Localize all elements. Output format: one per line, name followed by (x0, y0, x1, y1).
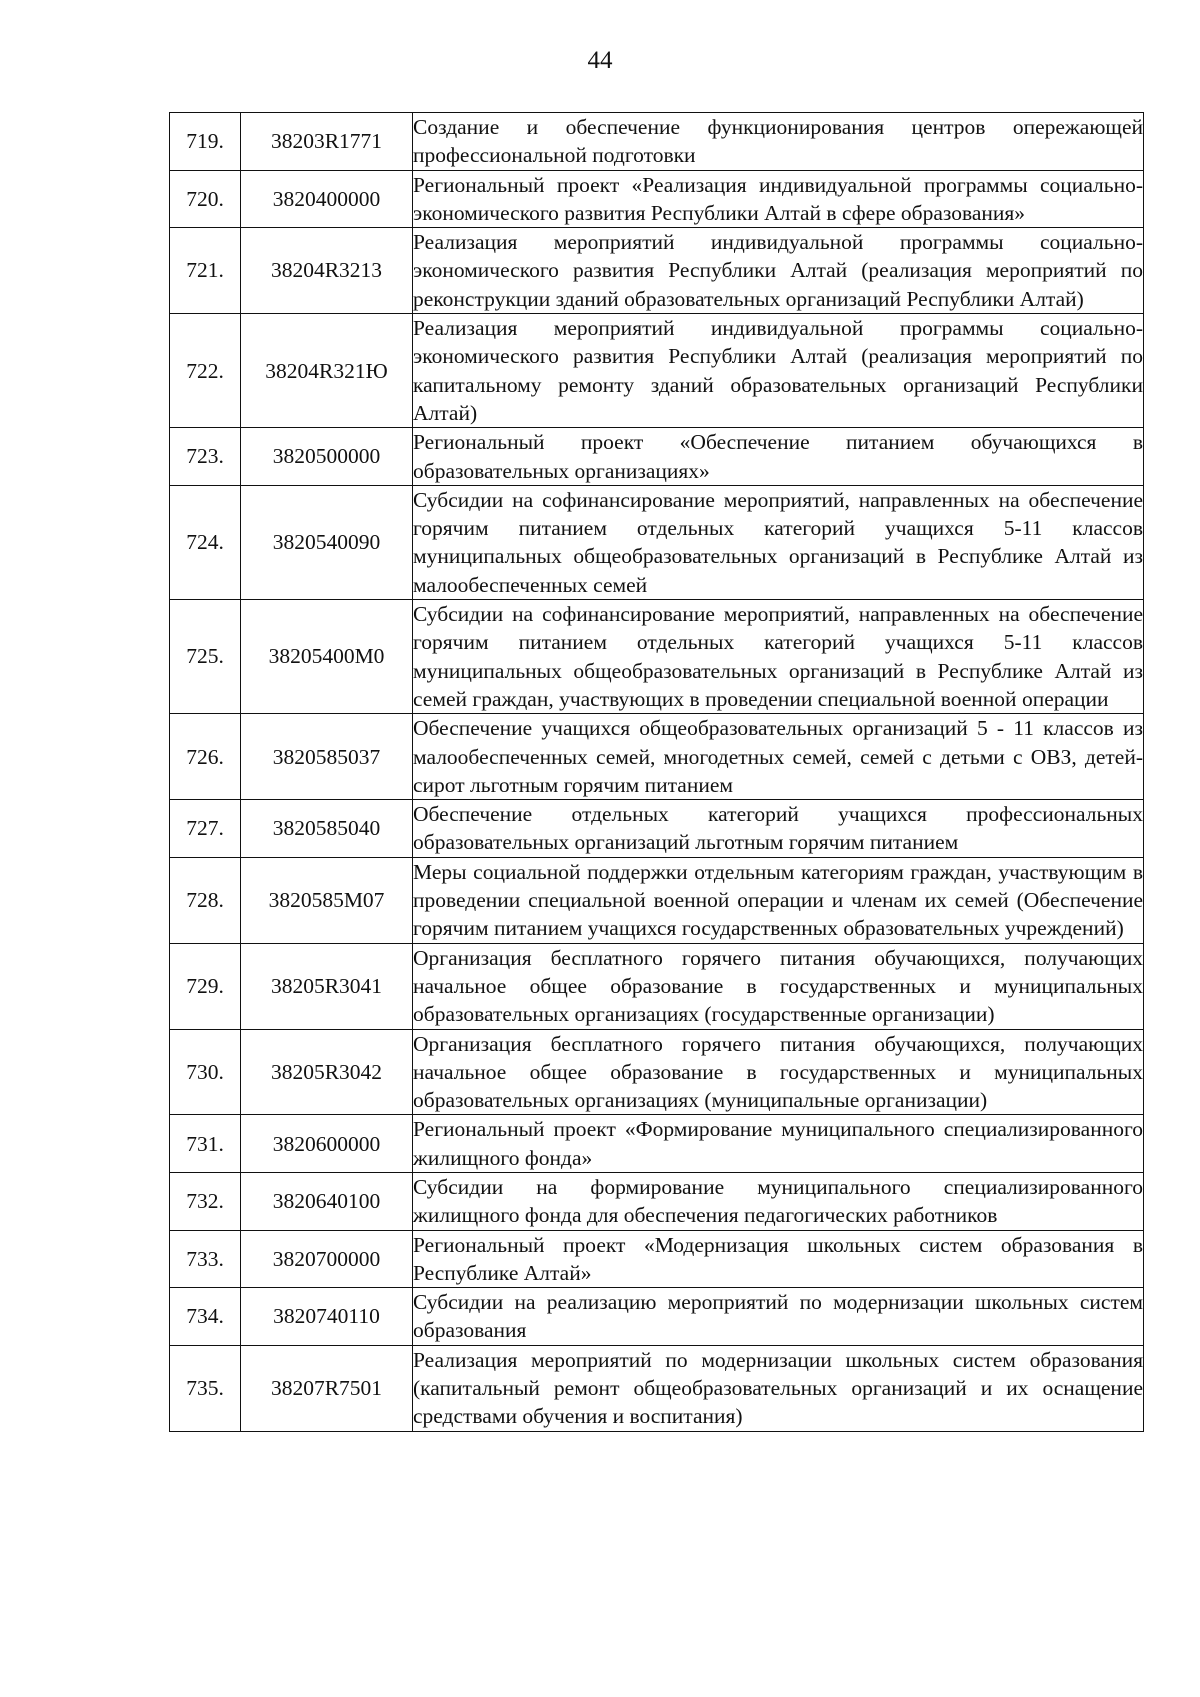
page-number: 44 (587, 47, 613, 74)
classification-code-cell: 38203R1771 (241, 113, 413, 171)
classification-code-cell: 3820740110 (241, 1288, 413, 1346)
classification-code-cell: 3820640100 (241, 1172, 413, 1230)
row-number-cell: 725. (170, 600, 241, 714)
table-row (170, 1230, 1144, 1288)
classification-code-cell: 38207R7501 (241, 1345, 413, 1431)
table-row (170, 170, 1144, 228)
table-row (170, 600, 1144, 714)
table-row (170, 1029, 1144, 1115)
description-cell: Организация бесплатного горячего питания обучающихся, получающих начальное общее образование в государственных и муниципальных образовательных организациях (муниципальные организации) (413, 1029, 1144, 1115)
table-row (170, 113, 1144, 171)
description-cell: Реализация мероприятий индивидуальной программы социально-экономического развития Республики Алтай (реализация мероприятий по капитальному ремонту зданий образовательных организаций Республики Алтай) (413, 314, 1144, 428)
table-row (170, 857, 1144, 943)
table-row (170, 943, 1144, 1029)
row-number-cell: 732. (170, 1172, 241, 1230)
description-cell: Региональный проект «Реализация индивидуальной программы социально-экономического развития Республики Алтай в сфере образования» (413, 170, 1144, 228)
row-number-cell: 731. (170, 1115, 241, 1173)
budget-classification-table (169, 112, 1144, 1432)
description-cell: Региональный проект «Модернизация школьных систем образования в Республике Алтай» (413, 1230, 1144, 1288)
classification-code-cell: 3820540090 (241, 485, 413, 599)
row-number-cell: 730. (170, 1029, 241, 1115)
description-cell: Региональный проект «Формирование муниципального специализированного жилищного фонда» (413, 1115, 1144, 1173)
description-cell: Меры социальной поддержки отдельным категориям граждан, участвующим в проведении специальной военной операции и членам их семей (Обеспечение горячим питанием учащихся государственных образовательных учреждений) (413, 857, 1144, 943)
table-row (170, 800, 1144, 858)
description-cell: Региональный проект «Обеспечение питанием обучающихся в образовательных организациях» (413, 428, 1144, 486)
classification-code-cell: 38204R321Ю (241, 314, 413, 428)
row-number-cell: 723. (170, 428, 241, 486)
row-number-cell: 728. (170, 857, 241, 943)
classification-code-cell: 3820500000 (241, 428, 413, 486)
description-cell: Обеспечение отдельных категорий учащихся профессиональных образовательных организаций льготным горячим питанием (413, 800, 1144, 858)
description-cell: Субсидии на реализацию мероприятий по модернизации школьных систем образования (413, 1288, 1144, 1346)
table-row (170, 1172, 1144, 1230)
row-number-cell: 719. (170, 113, 241, 171)
classification-code-cell: 3820585040 (241, 800, 413, 858)
description-cell: Обеспечение учащихся общеобразовательных организаций 5 - 11 классов из малообеспеченных семей, многодетных семей, семей с детьми с ОВЗ, детей-сирот льготным горячим питанием (413, 714, 1144, 800)
classification-code-cell: 3820585037 (241, 714, 413, 800)
description-cell: Субсидии на софинансирование мероприятий, направленных на обеспечение горячим питанием отдельных категорий учащихся 5-11 классов муниципальных общеобразовательных организаций в Республике Алтай из малообеспеченных семей (413, 485, 1144, 599)
row-number-cell: 721. (170, 228, 241, 314)
row-number-cell: 733. (170, 1230, 241, 1288)
description-cell: Субсидии на софинансирование мероприятий, направленных на обеспечение горячим питанием отдельных категорий учащихся 5-11 классов муниципальных общеобразовательных организаций в Республике Алтай из семей граждан, участвующих в проведении специальной военной операции (413, 600, 1144, 714)
classification-code-cell: 38205400М0 (241, 600, 413, 714)
row-number-cell: 735. (170, 1345, 241, 1431)
table-row (170, 485, 1144, 599)
table-row (170, 314, 1144, 428)
classification-code-cell: 38205R3042 (241, 1029, 413, 1115)
row-number-cell: 727. (170, 800, 241, 858)
table-row (170, 1115, 1144, 1173)
classification-code-cell: 3820700000 (241, 1230, 413, 1288)
row-number-cell: 726. (170, 714, 241, 800)
description-cell: Реализация мероприятий индивидуальной программы социально-экономического развития Республики Алтай (реализация мероприятий по реконструкции зданий образовательных организаций Республики Алтай) (413, 228, 1144, 314)
table-row (170, 1288, 1144, 1346)
table-row (170, 714, 1144, 800)
table-row (170, 228, 1144, 314)
classification-code-cell: 38205R3041 (241, 943, 413, 1029)
classification-code-cell: 3820600000 (241, 1115, 413, 1173)
row-number-cell: 729. (170, 943, 241, 1029)
table-row (170, 428, 1144, 486)
description-cell: Организация бесплатного горячего питания обучающихся, получающих начальное общее образование в государственных и муниципальных образовательных организациях (государственные организации) (413, 943, 1144, 1029)
classification-code-cell: 3820400000 (241, 170, 413, 228)
row-number-cell: 734. (170, 1288, 241, 1346)
description-cell: Субсидии на формирование муниципального специализированного жилищного фонда для обеспечения педагогических работников (413, 1172, 1144, 1230)
classification-code-cell: 3820585М07 (241, 857, 413, 943)
row-number-cell: 724. (170, 485, 241, 599)
table-row (170, 1345, 1144, 1431)
row-number-cell: 722. (170, 314, 241, 428)
description-cell: Создание и обеспечение функционирования центров опережающей профессиональной подготовки (413, 113, 1144, 171)
classification-code-cell: 38204R3213 (241, 228, 413, 314)
description-cell: Реализация мероприятий по модернизации школьных систем образования (капитальный ремонт общеобразовательных организаций и их оснащение средствами обучения и воспитания) (413, 1345, 1144, 1431)
row-number-cell: 720. (170, 170, 241, 228)
table-body (170, 113, 1144, 1432)
